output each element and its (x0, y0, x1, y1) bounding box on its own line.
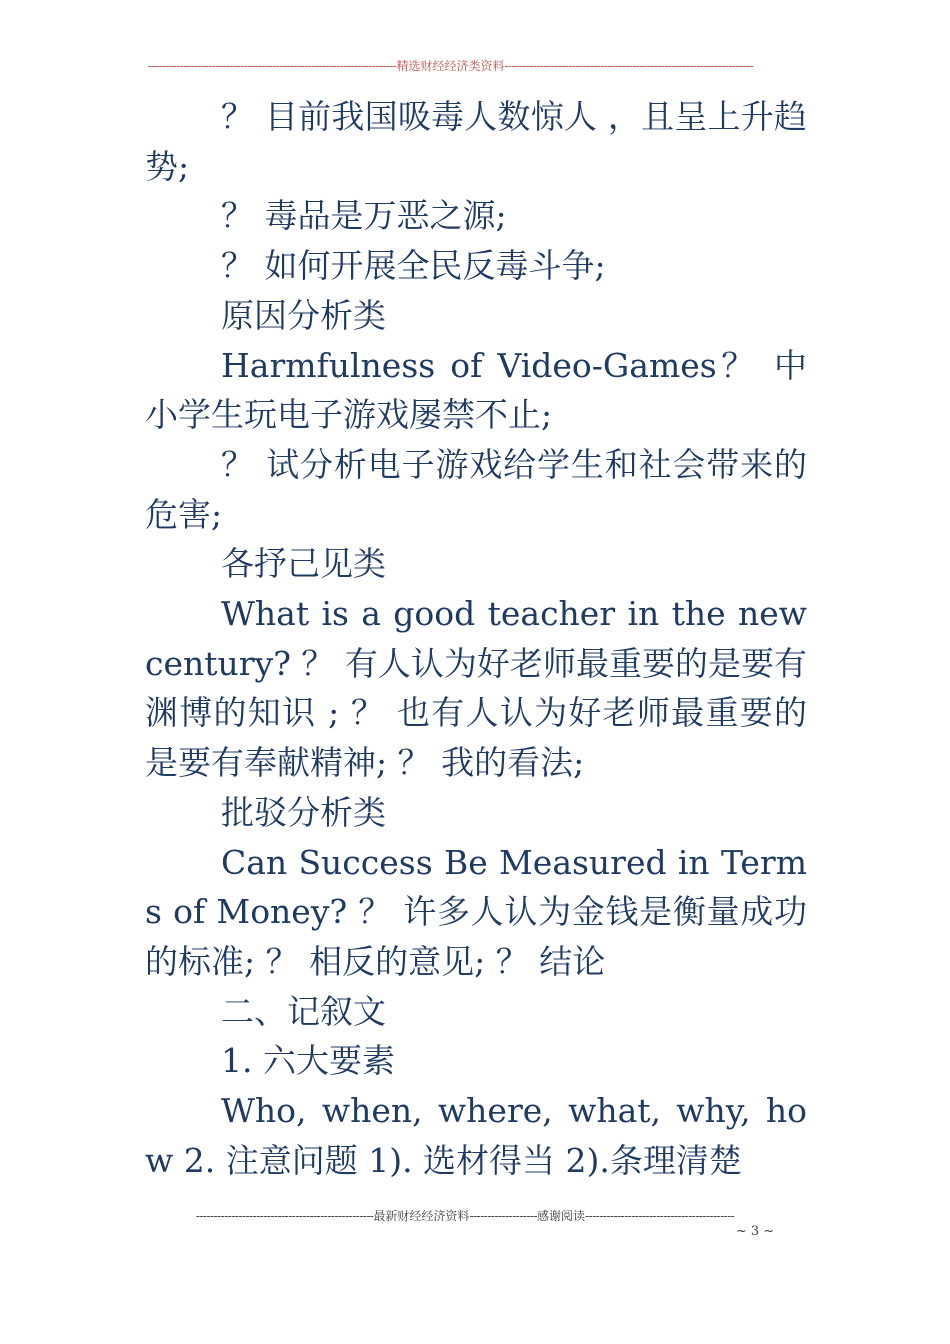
page-number: ~ 3 ~ (735, 1224, 775, 1239)
footer-right-text: 感谢阅读 (536, 1209, 585, 1223)
paragraph: ？ 如何开展全民反毒斗争; (221, 246, 606, 286)
footer-dashes-left: -------------------------------------------------- (195, 1209, 374, 1223)
paragraph: Who, when, where, what, why, how 2. 注意问题 1). 选材得当 2).条理清楚 (145, 1091, 807, 1180)
section-heading: 批驳分析类 (221, 792, 386, 832)
page-body (145, 92, 807, 1185)
paragraph: What is a good teacher in the new century? ？ 有人认为好老师最重要的是要有渊博的知识 ; ？ 也有人认为好老师最重要的是要有奉献精神; ？ 我的看法; (145, 594, 807, 783)
section-heading: 各抒己见类 (221, 544, 386, 584)
header-text: 精选财经经济类资料 (396, 59, 505, 73)
footer-left-text: 最新财经经济资料 (373, 1209, 470, 1223)
paragraph: ？ 毒品是万恶之源; (221, 196, 507, 236)
footer-rule (145, 1208, 785, 1224)
section-heading: 1. 六大要素 (221, 1041, 395, 1081)
paragraph: Can Success Be Measured in Terms of Money? ？ 许多人认为金钱是衡量成功的标准; ？ 相反的意见; ？ 结论 (145, 842, 807, 981)
paragraph: ？ 试分析电子游戏给学生和社会带来的危害; (145, 444, 807, 534)
paragraph: Harmfulness of Video-Games？ 中小学生玩电子游戏屡禁不止; (145, 345, 807, 435)
section-heading: 原因分析类 (221, 295, 386, 335)
section-heading: 二、记叙文 (221, 991, 386, 1031)
footer-dashes-right: ------------------------------------------ (585, 1209, 735, 1223)
header-dashes-right: ---------------------------------------------------------------------- (504, 59, 754, 73)
paragraph: ？ 目前我国吸毒人数惊人 ，且呈上升趋势; (145, 97, 807, 186)
header-rule (145, 58, 756, 74)
header-dashes-left: ---------------------------------------------------------------------- (147, 59, 397, 73)
footer-dashes-middle: ------------------- (469, 1209, 537, 1223)
